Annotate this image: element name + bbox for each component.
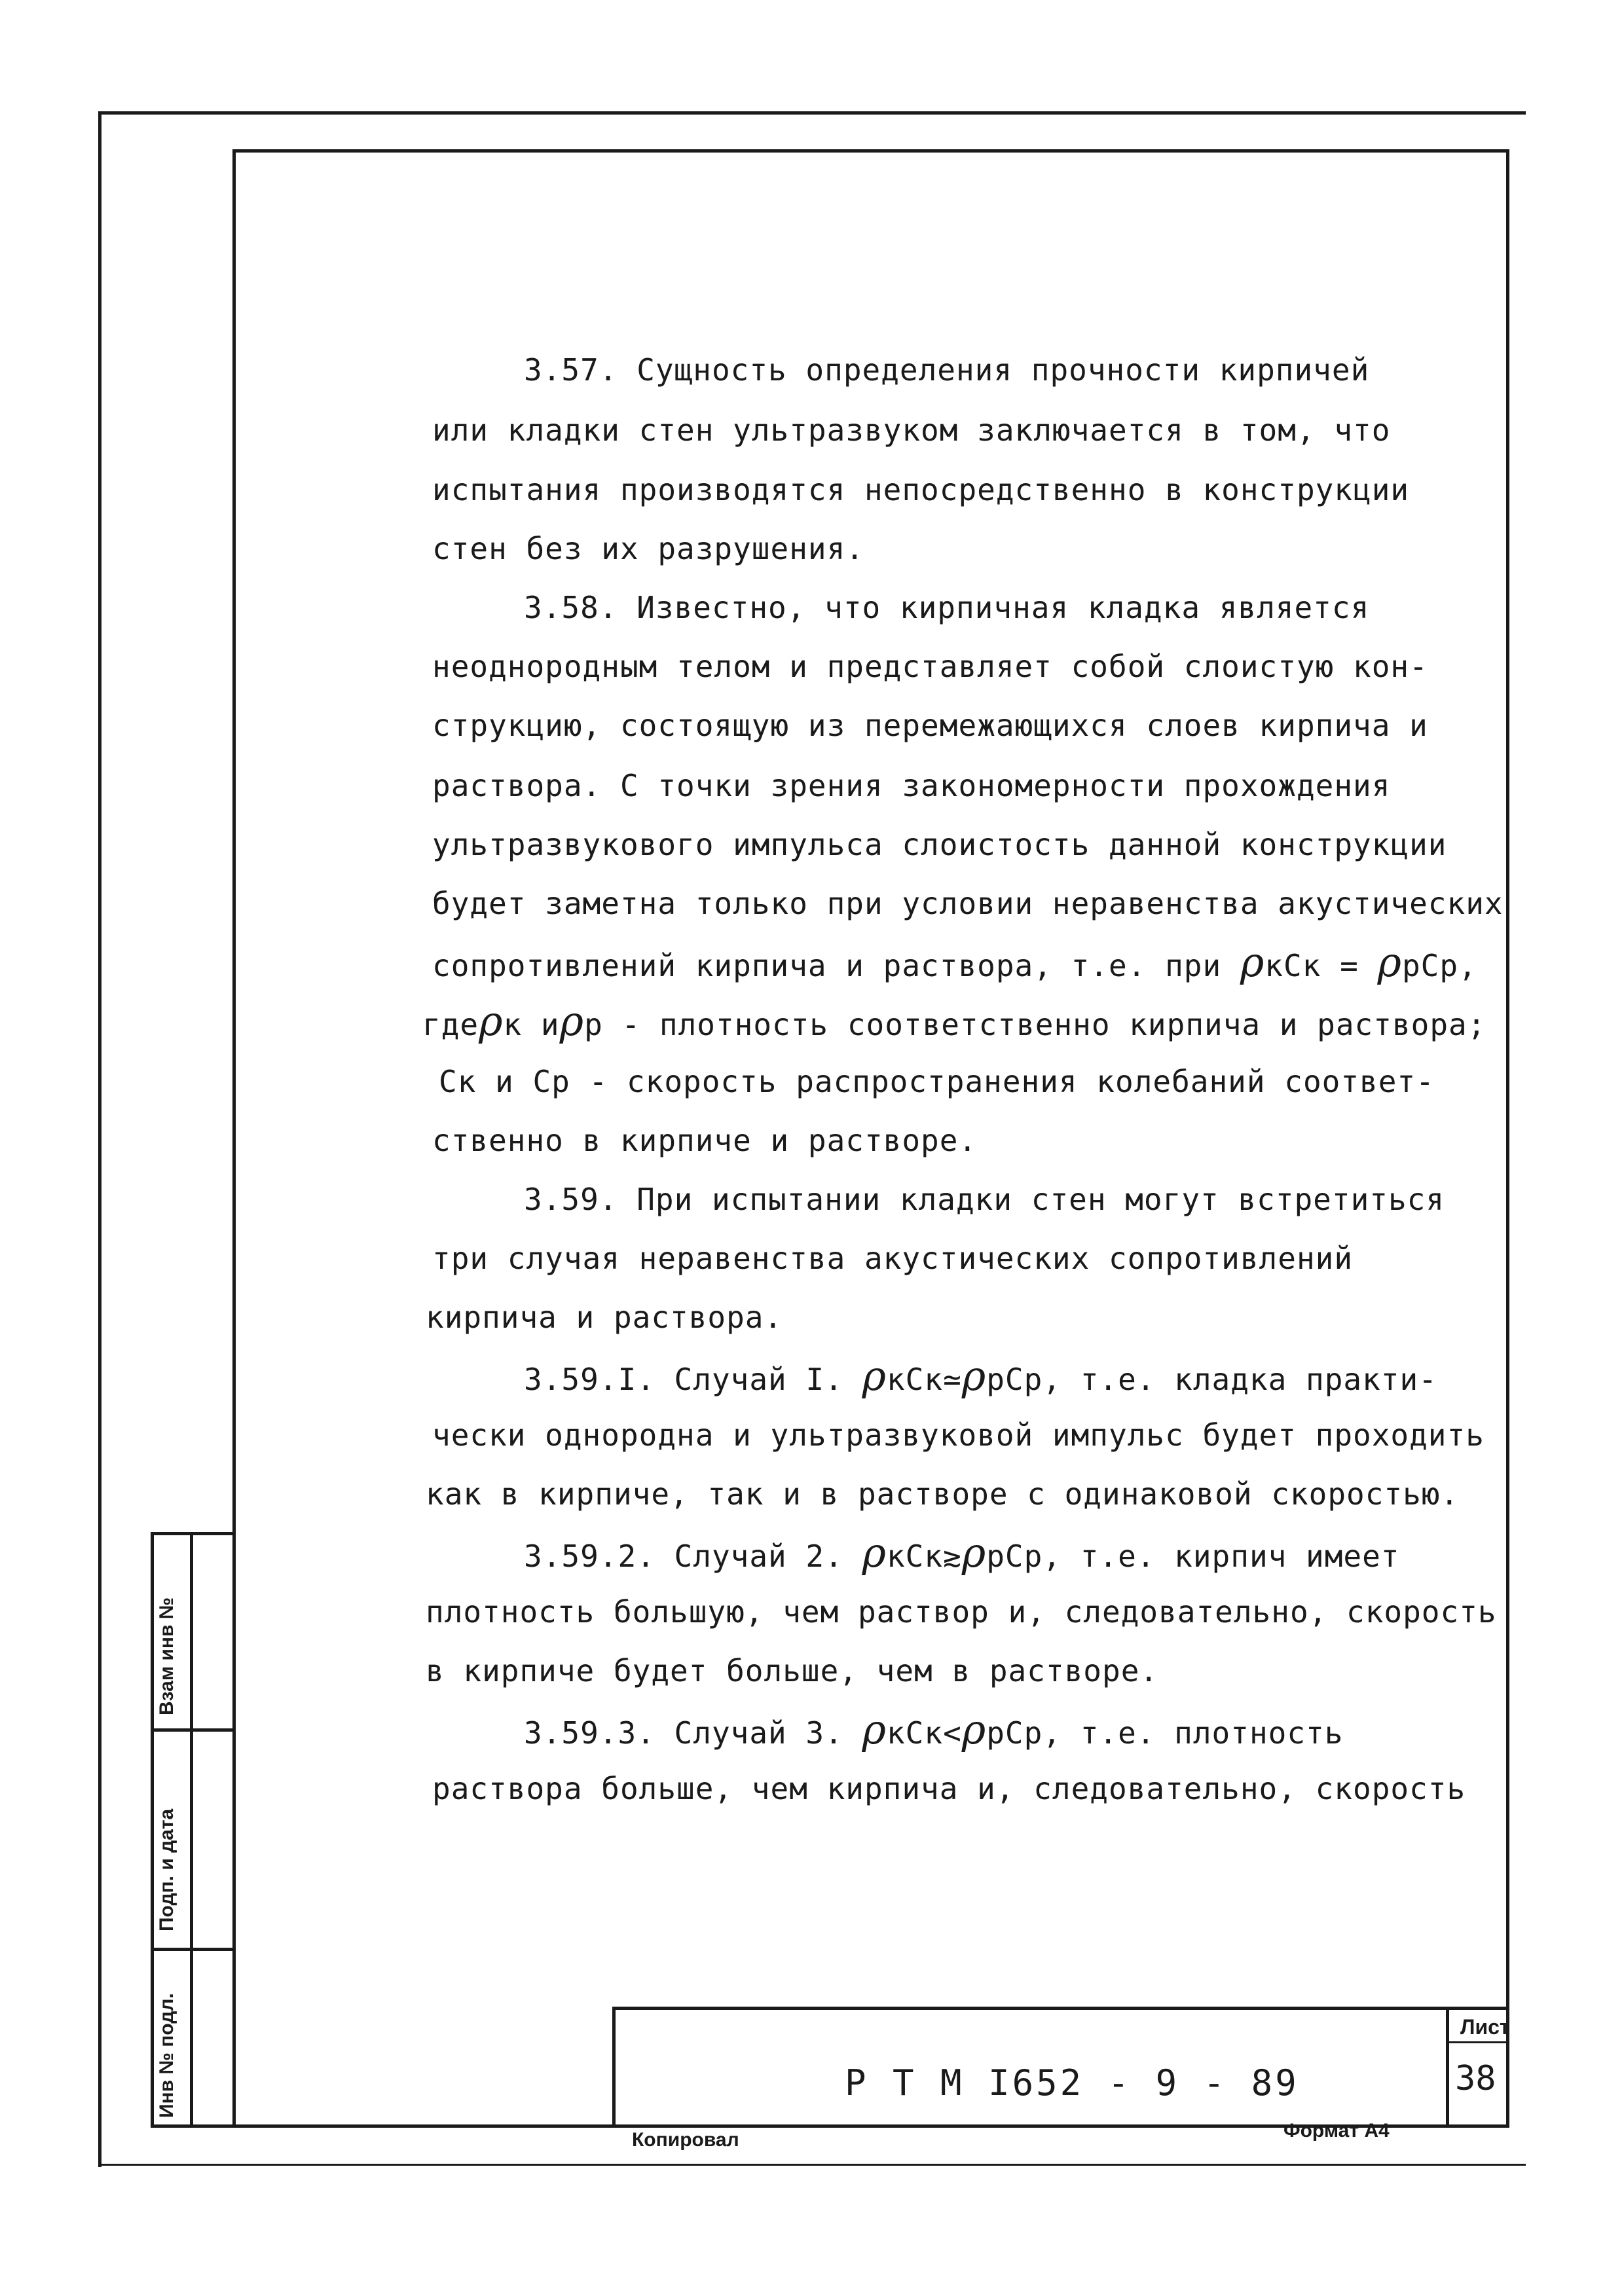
formula-b: рСр, <box>986 1715 1061 1751</box>
para-358-line-7 <box>432 938 1477 986</box>
formula-rho-k-ck: кСк = <box>1264 948 1378 983</box>
footer-copied: Копировал <box>632 2129 739 2151</box>
para-3592-line-3: в кирпиче будет больше, чем в растворе. <box>426 1653 1159 1688</box>
relation-sign: ≃ <box>943 1362 962 1397</box>
stamp-mid-line <box>190 1532 193 2128</box>
para-358-line-8-c: р - плотность соответственно кирпича и раствора; <box>584 1007 1486 1042</box>
titleblock-sheet-divider <box>1446 2007 1449 2128</box>
para-357-line-4: стен без их разрушения. <box>432 531 864 566</box>
relation-sign: < <box>943 1715 962 1751</box>
formula-a: кСк <box>886 1539 944 1574</box>
para-359-line-2: три случая неравенства акустических сопротивлений <box>432 1241 1354 1276</box>
para-358-line-6: будет заметна только при условии неравенства акустических <box>432 886 1504 921</box>
para-3593-head: 3.59.3. Случай 3. <box>524 1715 843 1751</box>
para-3593-line-1 <box>524 1705 1344 1753</box>
rho-symbol: ρ <box>961 1352 987 1400</box>
para-358-line-7-pre: сопротивлений кирпича и раствора, т.е. при <box>432 948 1240 983</box>
sheet-label: Лист <box>1460 2015 1510 2039</box>
rho-symbol: ρ <box>862 1705 887 1753</box>
relation-sign: ≳ <box>943 1539 962 1574</box>
rho-symbol: ρ <box>1377 938 1402 986</box>
stamp-replace-inv-label: Взам инв № <box>156 1597 177 1715</box>
stamp-top-line <box>151 1532 236 1535</box>
stamp-left-line <box>151 1532 154 2128</box>
rho-symbol: ρ <box>559 997 585 1045</box>
para-3592-rest: т.е. кирпич имеет <box>1061 1539 1400 1574</box>
document-code: Р Т М I652 - 9 - 89 <box>845 2062 1299 2104</box>
para-359-number: 3.59. <box>524 1182 618 1217</box>
formula-rho-p-cp: рСр, <box>1401 948 1477 983</box>
para-357-text: Сущность определения прочности кирпичей <box>637 352 1370 388</box>
para-359-line-1 <box>524 1180 1445 1219</box>
para-3591-head: 3.59.I. Случай I. <box>524 1362 843 1397</box>
para-357-line-1 <box>524 350 1369 390</box>
para-357-line-3: испытания производятся непосредственно в конструкции <box>432 472 1410 507</box>
para-3592-line-2: плотность большую, чем раствор и, следовательно, скорость <box>426 1594 1497 1630</box>
para-3592-line-1 <box>524 1529 1400 1576</box>
para-358-line-1 <box>524 588 1369 627</box>
titleblock-left-line <box>612 2007 616 2128</box>
para-358-line-8-a: где <box>422 1007 479 1042</box>
rho-symbol: ρ <box>862 1529 887 1576</box>
sheet-number: 38 <box>1455 2059 1496 2098</box>
outer-top-line <box>98 111 1526 115</box>
formula-b: рСр, <box>986 1362 1061 1397</box>
formula-a: кСк <box>886 1715 944 1751</box>
formula-a: кСк <box>886 1362 944 1397</box>
para-358-line-5: ультразвукового импульса слоистость данной конструкции <box>432 827 1447 862</box>
rho-symbol: ρ <box>961 1705 987 1753</box>
para-358-line-9: Ск и Ср - скорость распространения колебаний соответ- <box>439 1064 1435 1099</box>
para-3591-line-1 <box>524 1352 1437 1400</box>
para-358-line-4: раствора. С точки зрения закономерности прохождения <box>432 768 1391 803</box>
para-358-line-8 <box>422 997 1486 1045</box>
para-358-number: 3.58. <box>524 590 618 625</box>
para-3593-rest: т.е. плотность <box>1061 1715 1344 1751</box>
inner-right-line <box>1506 149 1509 2128</box>
formula-b: рСр, <box>986 1539 1061 1574</box>
para-3592-head: 3.59.2. Случай 2. <box>524 1539 843 1574</box>
titleblock-sheet-line <box>1446 2041 1509 2043</box>
stamp-divider-1 <box>151 1728 236 1732</box>
para-358-line-3: струкцию, состоящую из перемежающихся слоев кирпича и <box>432 708 1428 743</box>
para-358-line-10: ственно в кирпиче и растворе. <box>432 1123 978 1158</box>
rho-symbol: ρ <box>961 1529 987 1576</box>
rho-symbol: ρ <box>862 1352 887 1400</box>
para-3591-rest: т.е. кладка практи- <box>1061 1362 1437 1397</box>
titleblock-top-line <box>612 2007 1509 2010</box>
stamp-divider-2 <box>151 1948 236 1951</box>
para-357-line-2: или кладки стен ультразвуком заключается в том, что <box>432 412 1391 448</box>
para-359-text: При испытании кладки стен могут встретиться <box>637 1182 1445 1217</box>
outer-bottom-line <box>98 2164 1526 2166</box>
outer-left-line <box>98 111 101 2167</box>
inner-top-line <box>232 149 1509 153</box>
rho-symbol: ρ <box>1240 938 1265 986</box>
stamp-sign-date-label: Подп. и дата <box>156 1808 177 1931</box>
rho-symbol: ρ <box>479 997 504 1045</box>
para-357-number: 3.57. <box>524 352 618 388</box>
para-3591-line-2: чески однородна и ультразвуковой импульс будет проходить <box>432 1417 1485 1453</box>
para-3593-line-2: раствора больше, чем кирпича и, следовательно, скорость <box>432 1771 1466 1806</box>
para-358-line-2: неоднородным телом и представляет собой слоистую кон- <box>432 649 1428 684</box>
stamp-inv-orig-label: Инв № подл. <box>156 1993 177 2118</box>
para-359-line-3: кирпича и раствора. <box>426 1300 783 1335</box>
para-358-line-8-b: к и <box>503 1007 560 1042</box>
inner-left-line <box>232 149 236 2128</box>
para-3591-line-3: как в кирпиче, так и в растворе с одинаковой скоростью. <box>426 1476 1460 1512</box>
footer-format: Формат А4 <box>1283 2120 1390 2141</box>
para-358-text: Известно, что кирпичная кладка является <box>637 590 1370 625</box>
